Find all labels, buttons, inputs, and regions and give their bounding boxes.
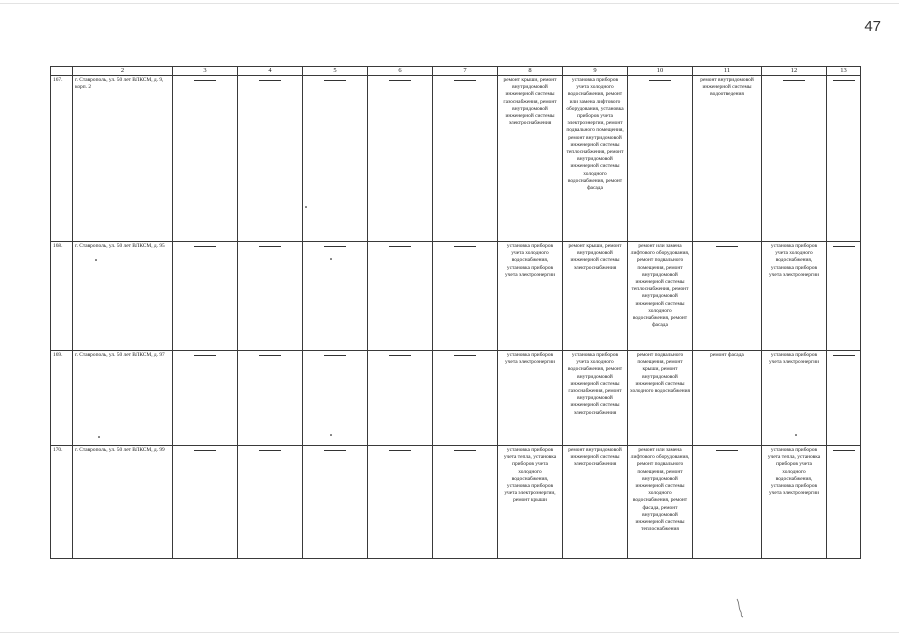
row-number: 170. — [51, 446, 73, 559]
empty-cell-dash — [827, 76, 861, 242]
empty-cell-dash — [238, 242, 303, 351]
works-cell-col12: установка приборов учета холодного водоснабжения, установка приборов учета электроэнергии — [762, 242, 827, 351]
empty-cell-dash — [827, 351, 861, 446]
table-row — [51, 446, 861, 559]
scan-top-edge — [0, 3, 899, 4]
empty-cell-dash — [433, 446, 498, 559]
empty-cell-dash — [433, 76, 498, 242]
works-cell-col9: установка приборов учета холодного водоснабжения, ремонт внутридомовой инженерной системы газоснабжения, ремонт внутридомовой инженерной системы электроснабжения — [563, 351, 628, 446]
works-cell-col9: установка приборов учета холодного водоснабжения, ремонт или замена лифтового оборудования, установка приборов учета электроэнергии, ремонт подвального помещения, ремонт внутридомовой инженерной системы теплоснабжения, ремонт внутридомовой инженерной системы холодного водоснабжения, ремонт фасада — [563, 76, 628, 242]
scan-speck — [330, 258, 332, 260]
works-cell-col8: установка приборов учета холодного водоснабжения, установка приборов учета электроэнергии — [498, 242, 563, 351]
empty-cell-dash — [368, 446, 433, 559]
address-cell: г. Ставрополь, ул. 50 лет ВЛКСМ, д. 9, корп. 2 — [73, 76, 173, 242]
works-cell-col10: ремонт или замена лифтового оборудования, ремонт подвального помещения, ремонт внутридомовой инженерной системы теплоснабжения, ремонт внутридомовой инженерной системы холодного водоснабжения, ремонт фасада — [628, 242, 693, 351]
works-cell-col12: установка приборов учета электроэнергии — [762, 351, 827, 446]
column-header-3: 3 — [173, 67, 238, 76]
repair-schedule-table — [50, 66, 861, 559]
works-cell-col10: ремонт подвального помещения, ремонт крыши, ремонт внутридомовой инженерной системы холодного водоснабжения — [628, 351, 693, 446]
empty-cell-dash — [303, 242, 368, 351]
works-cell-col8: ремонт крыши, ремонт внутридомовой инженерной системы газоснабжения, ремонт внутридомовой инженерной системы электроснабжения — [498, 76, 563, 242]
column-header-7: 7 — [433, 67, 498, 76]
row-number: 168. — [51, 242, 73, 351]
empty-cell-dash — [303, 446, 368, 559]
empty-cell-dash — [173, 242, 238, 351]
column-header-8: 8 — [498, 67, 563, 76]
column-header-10: 10 — [628, 67, 693, 76]
address-cell: г. Ставрополь, ул. 50 лет ВЛКСМ, д. 99 — [73, 446, 173, 559]
works-cell-col8: установка приборов учета электроэнергии — [498, 351, 563, 446]
column-header-num-blank — [51, 67, 73, 76]
empty-cell-dash — [433, 351, 498, 446]
works-cell-col12: установка приборов учета тепла, установка приборов учета холодного водоснабжения, установка приборов учета электроэнергии — [762, 446, 827, 559]
column-number-header-row — [51, 67, 861, 76]
empty-cell-dash — [693, 242, 762, 351]
empty-cell-dash — [827, 446, 861, 559]
empty-cell-dash — [303, 351, 368, 446]
empty-cell-dash — [303, 76, 368, 242]
works-cell-col11: ремонт фасада — [693, 351, 762, 446]
table-row — [51, 242, 861, 351]
works-cell-col8: установка приборов учета тепла, установка приборов учета холодного водоснабжения, установка приборов учета электроэнергии, ремонт крыши — [498, 446, 563, 559]
scan-speck — [95, 259, 97, 261]
works-cell-col11: ремонт внутридомовой инженерной системы водоотведения — [693, 76, 762, 242]
page-number: 47 — [864, 18, 881, 35]
scan-speck — [330, 434, 332, 436]
empty-cell-dash — [762, 76, 827, 242]
row-number: 167. — [51, 76, 73, 242]
pen-stroke-mark — [735, 598, 745, 618]
empty-cell-dash — [368, 76, 433, 242]
column-header-11: 11 — [693, 67, 762, 76]
scan-speck — [305, 206, 307, 208]
empty-cell-dash — [173, 446, 238, 559]
column-header-2: 2 — [73, 67, 173, 76]
empty-cell-dash — [693, 446, 762, 559]
empty-cell-dash — [173, 351, 238, 446]
empty-cell-dash — [238, 446, 303, 559]
empty-cell-dash — [238, 76, 303, 242]
column-header-9: 9 — [563, 67, 628, 76]
row-number: 169. — [51, 351, 73, 446]
column-header-6: 6 — [368, 67, 433, 76]
scan-speck — [795, 434, 797, 436]
address-cell: г. Ставрополь, ул. 50 лет ВЛКСМ, д. 97 — [73, 351, 173, 446]
empty-cell-dash — [368, 242, 433, 351]
empty-cell-dash — [827, 242, 861, 351]
works-cell-col9: ремонт крыши, ремонт внутридомовой инженерной системы электроснабжения — [563, 242, 628, 351]
scan-speck — [98, 436, 100, 438]
empty-cell-dash — [433, 242, 498, 351]
address-cell: г. Ставрополь, ул. 50 лет ВЛКСМ, д. 95 — [73, 242, 173, 351]
empty-cell-dash — [628, 76, 693, 242]
column-header-12: 12 — [762, 67, 827, 76]
column-header-13: 13 — [827, 67, 861, 76]
table-row — [51, 76, 861, 242]
empty-cell-dash — [173, 76, 238, 242]
scan-bottom-edge — [0, 632, 899, 633]
works-cell-col10: ремонт или замена лифтового оборудования, ремонт подвального помещения, ремонт внутридомовой инженерной системы холодного водоснабжения, ремонт фасада, ремонт внутридомовой инженерной системы теплоснабжения — [628, 446, 693, 559]
column-header-5: 5 — [303, 67, 368, 76]
empty-cell-dash — [238, 351, 303, 446]
column-header-4: 4 — [238, 67, 303, 76]
table-row — [51, 351, 861, 446]
works-cell-col9: ремонт внутридомовой инженерной системы электроснабжения — [563, 446, 628, 559]
empty-cell-dash — [368, 351, 433, 446]
